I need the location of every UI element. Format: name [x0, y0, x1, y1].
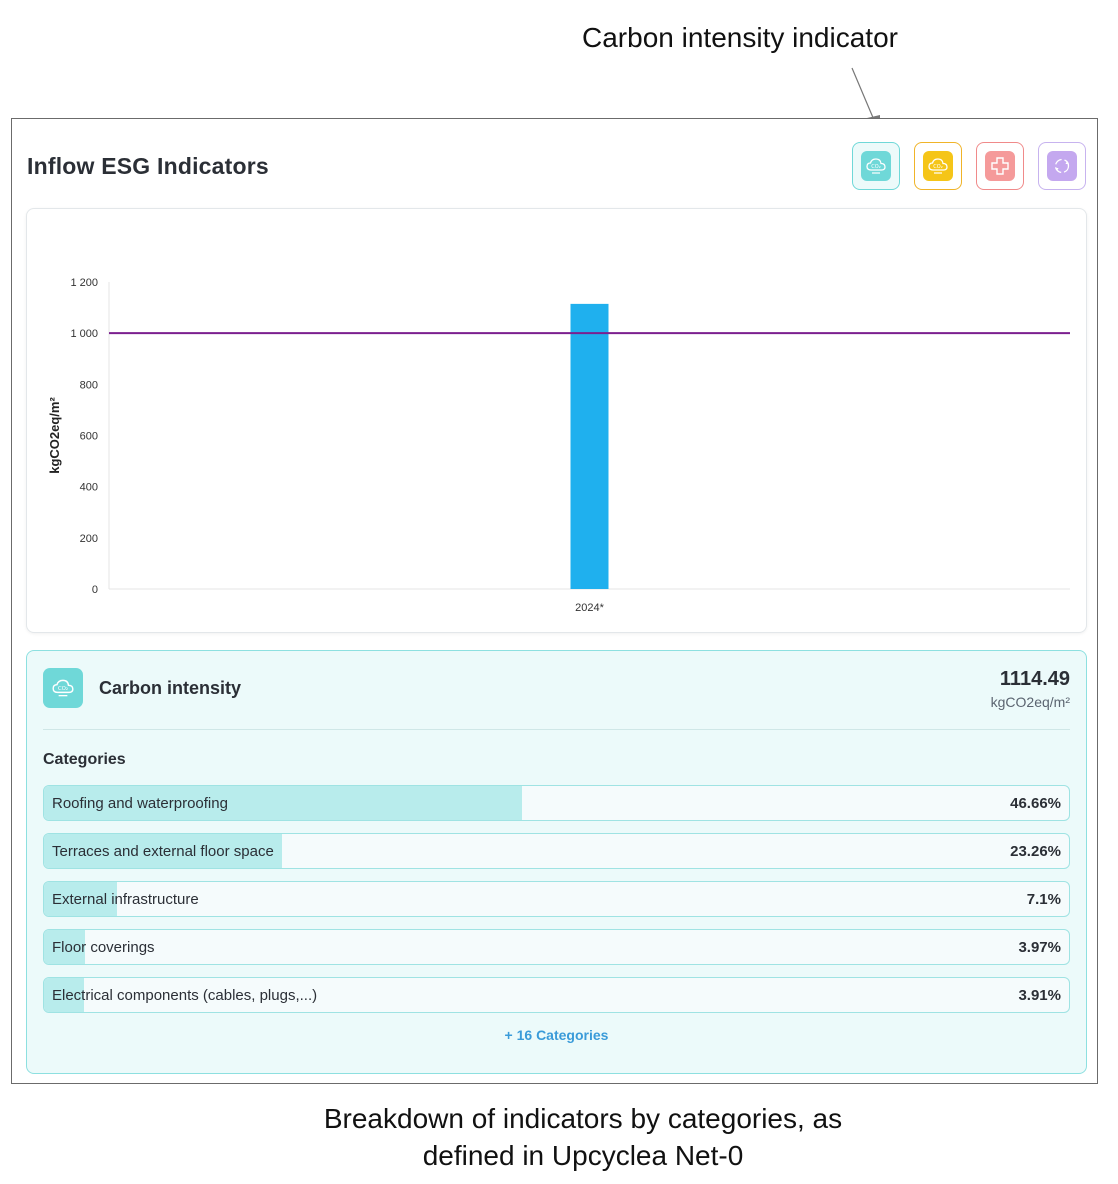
- annotation-breakdown: [0, 1100, 1118, 1174]
- category-percent: 3.97%: [1018, 939, 1061, 956]
- category-label: External infrastructure: [52, 891, 199, 908]
- y-tick-label: 1 200: [70, 277, 98, 289]
- carbon-intensity-indicator-button[interactable]: [852, 142, 900, 190]
- recycle-icon: [1047, 151, 1077, 181]
- svg-text:CO₂: CO₂: [871, 164, 881, 170]
- y-tick-label: 200: [79, 532, 98, 545]
- cloud-co2-icon: [923, 151, 953, 181]
- category-label: Floor coverings: [52, 939, 155, 956]
- category-label: Terraces and external floor space: [52, 843, 274, 860]
- y-tick-label: 0: [91, 584, 98, 596]
- y-tick-label: 600: [79, 430, 98, 443]
- category-percent: 23.26%: [1010, 843, 1061, 860]
- categories-heading: Categories: [43, 751, 126, 768]
- annotation-carbon-intensity: Carbon intensity indicator: [582, 22, 898, 53]
- category-label: Electrical components (cables, plugs,...): [52, 987, 318, 1004]
- category-label: Roofing and waterproofing: [52, 795, 228, 812]
- x-tick-label: 2024*: [575, 602, 604, 614]
- category-percent: 3.91%: [1018, 987, 1061, 1004]
- y-tick-label: 800: [79, 379, 98, 392]
- svg-text:CO₂: CO₂: [933, 164, 943, 170]
- more-categories-link[interactable]: + 16 Categories: [504, 1027, 609, 1043]
- category-row[interactable]: [43, 881, 1070, 917]
- indicator-value: 1114.49: [999, 668, 1070, 690]
- category-percent: 46.66%: [1010, 795, 1061, 812]
- y-tick-label: 400: [79, 481, 98, 494]
- category-percent: 7.1%: [1026, 891, 1061, 908]
- indicator-unit: kgCO2eq/m²: [990, 694, 1070, 710]
- co2-energy-indicator-button[interactable]: [914, 142, 962, 190]
- medical-cross-icon: [985, 151, 1015, 181]
- annotation-line-1: Breakdown of indicators by categories, as: [323, 1103, 843, 1134]
- carbon-intensity-detail-card: [26, 650, 1087, 1074]
- cloud-co2-icon: [43, 668, 83, 708]
- chart-card: [26, 208, 1087, 633]
- indicator-name: Carbon intensity: [99, 678, 242, 698]
- y-tick-label: 1 000: [70, 328, 98, 341]
- category-row[interactable]: [43, 833, 1070, 869]
- inflow-esg-panel: [11, 118, 1098, 1084]
- category-row[interactable]: [43, 785, 1070, 821]
- annotation-line-2: defined in Upcyclea Net-0: [422, 1140, 744, 1171]
- divider: [43, 729, 1070, 730]
- category-row[interactable]: [43, 977, 1070, 1013]
- health-indicator-button[interactable]: [976, 142, 1024, 190]
- carbon-intensity-bar-chart: [27, 209, 1088, 634]
- svg-text:CO₂: CO₂: [57, 686, 69, 693]
- category-row[interactable]: [43, 929, 1070, 965]
- y-axis-label: kgCO2eq/m²: [47, 397, 62, 474]
- panel-title: Inflow ESG Indicators: [27, 153, 269, 179]
- cloud-co2-icon: [861, 151, 891, 181]
- circularity-indicator-button[interactable]: [1038, 142, 1086, 190]
- bar: [571, 304, 609, 589]
